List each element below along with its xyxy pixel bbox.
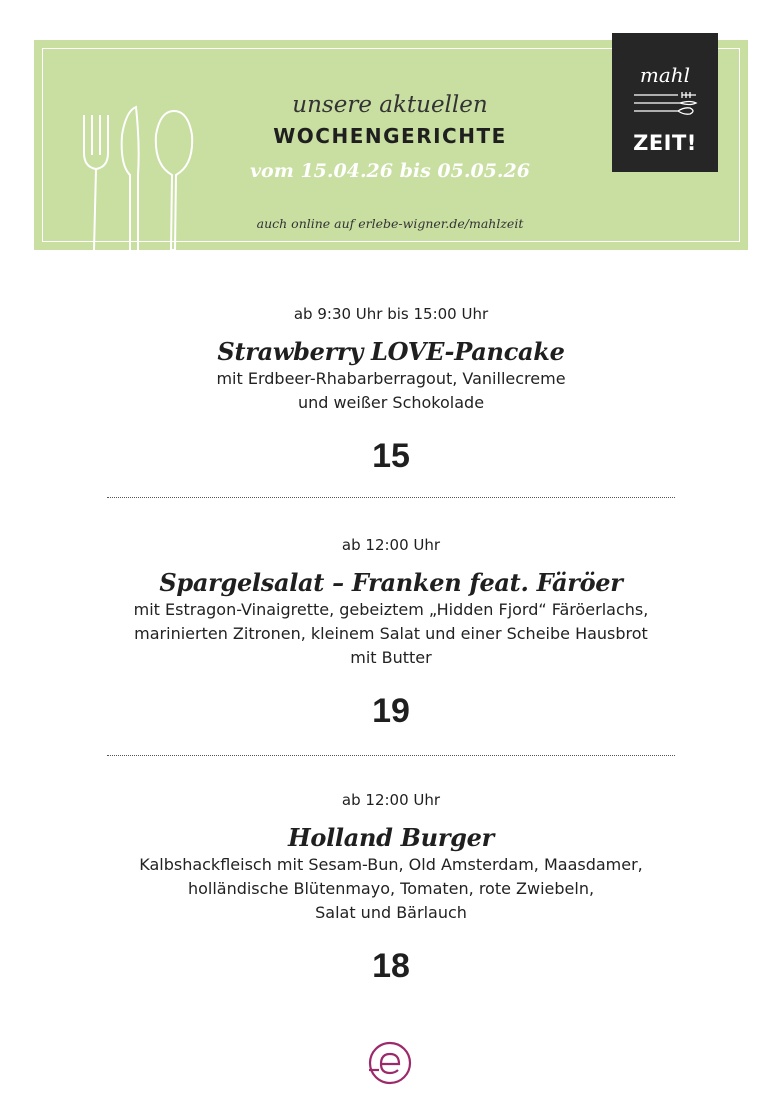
dish-price: 18 xyxy=(372,947,410,985)
dish-description xyxy=(60,853,722,925)
dotted-divider xyxy=(107,497,675,498)
dish-description xyxy=(60,598,722,670)
cutlery-icon xyxy=(632,90,698,116)
header-line-1: unsere aktuellen xyxy=(292,92,488,118)
serving-time: ab 12:00 Uhr xyxy=(341,791,441,809)
e-logo-icon xyxy=(367,1040,413,1086)
dotted-divider xyxy=(107,755,675,756)
menu-item xyxy=(60,305,722,476)
description-line: Salat und Bärlauch xyxy=(315,903,467,922)
online-note: auch online auf erlebe-wigner.de/mahlzeit xyxy=(256,216,524,231)
dish-description xyxy=(60,367,722,415)
dish-name: Spargelsalat – Franken feat. Färöer xyxy=(159,568,623,597)
description-line: und weißer Schokolade xyxy=(297,393,485,412)
mahlzeit-logo xyxy=(612,33,718,172)
menu-item xyxy=(60,791,722,986)
dish-name: Holland Burger xyxy=(288,823,494,852)
cutlery-illustration-icon xyxy=(72,105,207,250)
menu-item xyxy=(60,536,722,731)
description-line: mit Erdbeer-Rhabarberragout, Vanillecreme xyxy=(216,369,566,388)
dish-price: 19 xyxy=(372,692,410,730)
serving-time: ab 9:30 Uhr bis 15:00 Uhr xyxy=(293,305,489,323)
description-line: holländische Blütenmayo, Tomaten, rote Zwiebeln, xyxy=(187,879,595,898)
logo-bottom-text: ZEIT! xyxy=(633,131,697,155)
description-line: Kalbshackfleisch mit Sesam-Bun, Old Amsterdam, Maasdamer, xyxy=(139,855,643,874)
header-title: WOCHENGERICHTE xyxy=(273,124,507,148)
description-line: mit Estragon-Vinaigrette, gebeiztem „Hidden Fjord“ Färöerlachs, xyxy=(133,600,649,619)
logo-top-text: mahl xyxy=(639,63,691,87)
dish-name: Strawberry LOVE-Pancake xyxy=(217,337,565,366)
serving-time: ab 12:00 Uhr xyxy=(341,536,441,554)
description-line: mit Butter xyxy=(350,648,432,667)
description-line: marinierten Zitronen, kleinem Salat und einer Scheibe Hausbrot xyxy=(134,624,648,643)
dish-price: 15 xyxy=(372,437,410,475)
date-range: vom 15.04.26 bis 05.05.26 xyxy=(250,160,530,182)
